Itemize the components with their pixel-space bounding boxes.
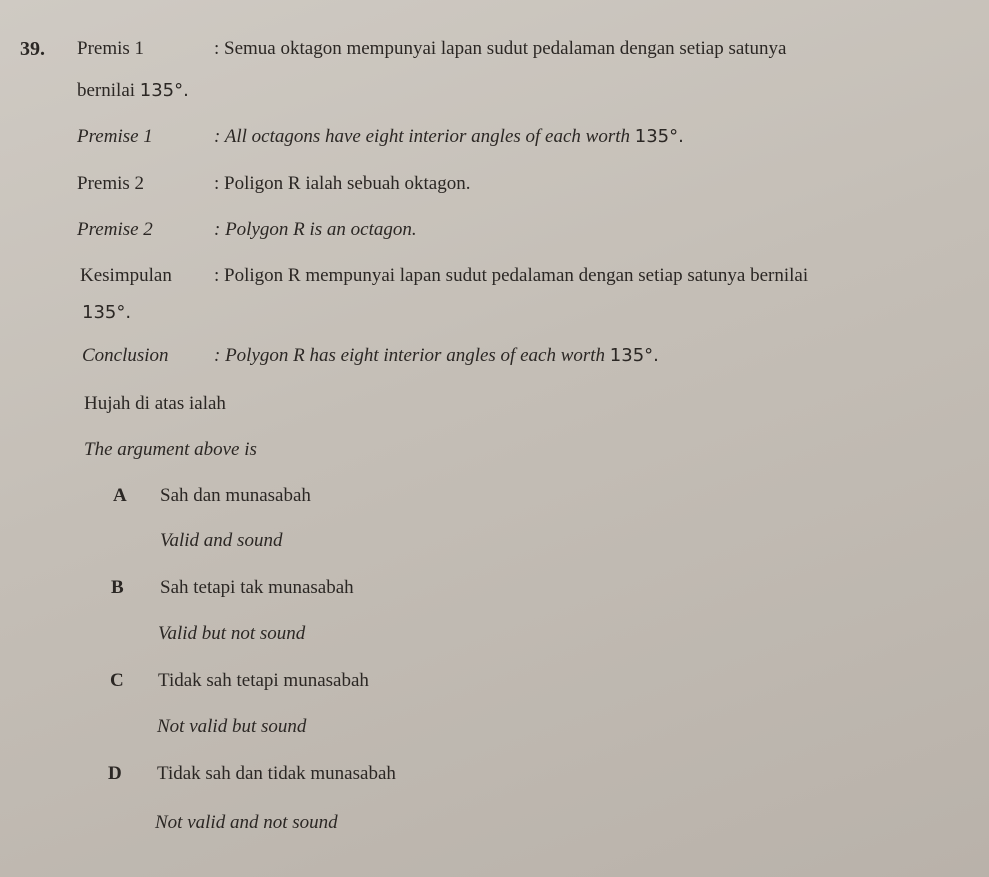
premise-2-ms-text: : Poligon R ialah sebuah oktagon. <box>214 173 471 194</box>
premise-1-en-line <box>214 126 684 148</box>
option-a-en: Valid and sound <box>160 530 283 551</box>
option-a-ms: Sah dan munasabah <box>160 485 311 506</box>
premise-1-ms-text: : Semua oktagon mempunyai lapan sudut pedalaman dengan setiap satunya <box>214 38 787 59</box>
option-b-en: Valid but not sound <box>158 623 306 644</box>
premise-2-en-label: Premise 2 <box>77 219 153 240</box>
premise-2-en-text: : Polygon R is an octagon. <box>214 219 417 240</box>
premise-1-ms-cont <box>77 80 189 102</box>
conclusion-ms-text: : Poligon R mempunyai lapan sudut pedalaman dengan setiap satunya bernilai <box>214 265 809 286</box>
premise-1-en-angle: 135°. <box>634 126 684 147</box>
stem-en: The argument above is <box>84 439 257 460</box>
premise-1-ms-angle: 135°. <box>139 80 189 101</box>
option-c-letter: C <box>110 670 124 691</box>
option-a-letter: A <box>113 485 127 506</box>
stem-ms: Hujah di atas ialah <box>84 393 226 414</box>
question-number: 39. <box>20 38 45 60</box>
option-c-ms: Tidak sah tetapi munasabah <box>158 670 369 691</box>
premise-1-ms-cont-text: bernilai <box>77 80 136 101</box>
premise-1-en-label: Premise 1 <box>77 126 153 147</box>
conclusion-en-line <box>214 345 659 367</box>
option-d-ms: Tidak sah dan tidak munasabah <box>157 763 396 784</box>
premise-1-ms-label: Premis 1 <box>77 38 145 59</box>
conclusion-ms-label: Kesimpulan <box>80 265 172 286</box>
conclusion-en-text: : Polygon R has eight interior angles of each worth <box>214 345 606 366</box>
conclusion-ms-angle: 135°. <box>82 302 132 323</box>
option-b-letter: B <box>111 577 124 598</box>
premise-1-en-text: : All octagons have eight interior angles of each worth <box>214 126 631 147</box>
option-b-ms: Sah tetapi tak munasabah <box>160 577 354 598</box>
option-d-letter: D <box>108 763 122 784</box>
option-c-en: Not valid but sound <box>157 716 307 737</box>
conclusion-en-label: Conclusion <box>82 345 169 366</box>
premise-2-ms-label: Premis 2 <box>77 173 145 194</box>
option-d-en: Not valid and not sound <box>155 812 338 833</box>
conclusion-en-angle: 135°. <box>609 345 659 366</box>
